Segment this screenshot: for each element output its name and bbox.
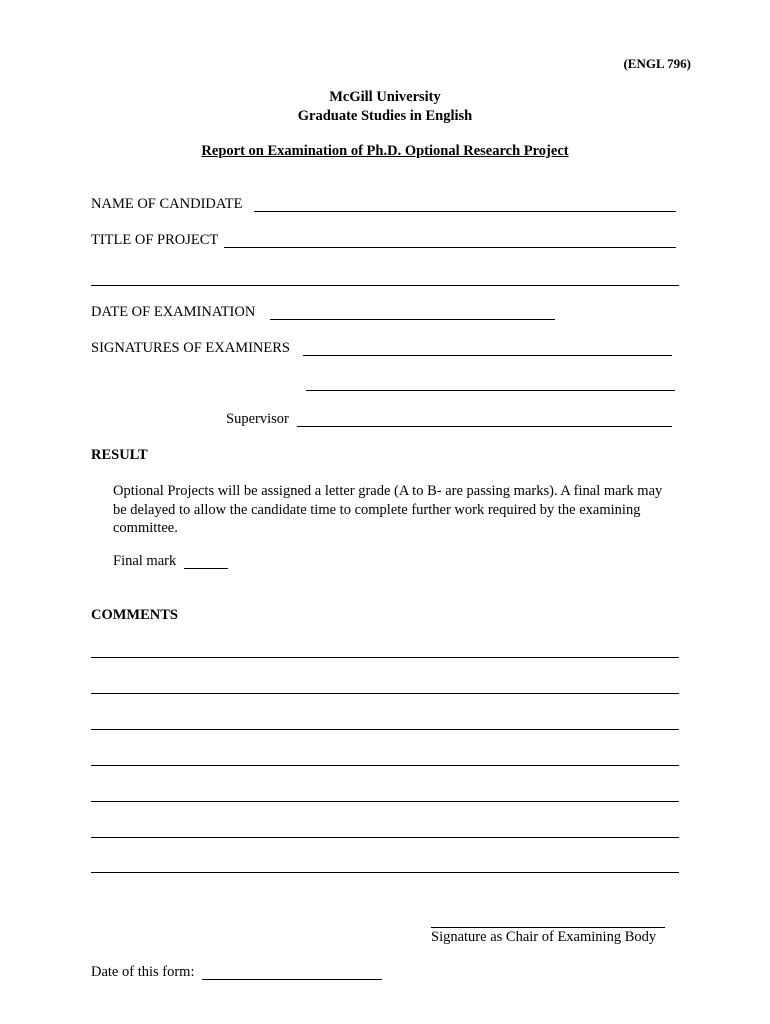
supervisor-signature-field[interactable] [297,426,672,427]
form-title-text: Report on Examination of Ph.D. Optional Research Project [201,143,569,159]
final-mark-label: Final mark [113,553,177,569]
final-mark-field[interactable] [184,568,228,569]
examiner-signature-field-1[interactable] [303,355,672,356]
candidate-label: NAME OF CANDIDATE [91,196,243,212]
exam-date-label: DATE OF EXAMINATION [91,304,256,320]
department-name: Graduate Studies in English [297,108,473,124]
project-title-field[interactable] [224,247,676,248]
comment-line[interactable] [91,693,679,694]
examiners-label: SIGNATURES OF EXAMINERS [91,340,290,356]
result-description: Optional Projects will be assigned a letter grade (A to B- are passing marks). A final mark may be delayed to allow the candidate time to complete further work required by the examining committee. [113,483,663,536]
supervisor-label: Supervisor [226,411,289,427]
comments-heading: COMMENTS [91,607,178,623]
comment-line[interactable] [91,837,679,838]
comment-line[interactable] [91,765,679,766]
examiner-signature-field-2[interactable] [306,390,675,391]
chair-signature-field[interactable] [431,927,665,928]
result-heading: RESULT [91,447,148,463]
course-code: (ENGL 796) [623,56,691,71]
candidate-name-field[interactable] [254,211,676,212]
form-date-field[interactable] [202,979,382,980]
form-title [0,143,770,160]
project-title-field-continued[interactable] [91,285,679,286]
chair-signature-label: Signature as Chair of Examining Body [431,929,657,945]
form-date-label: Date of this form: [91,964,195,980]
university-name: McGill University [329,89,441,105]
exam-date-field[interactable] [270,319,555,320]
comment-line[interactable] [91,872,679,873]
comment-line[interactable] [91,801,679,802]
comment-line[interactable] [91,657,679,658]
project-title-label: TITLE OF PROJECT [91,232,219,248]
comment-line[interactable] [91,729,679,730]
